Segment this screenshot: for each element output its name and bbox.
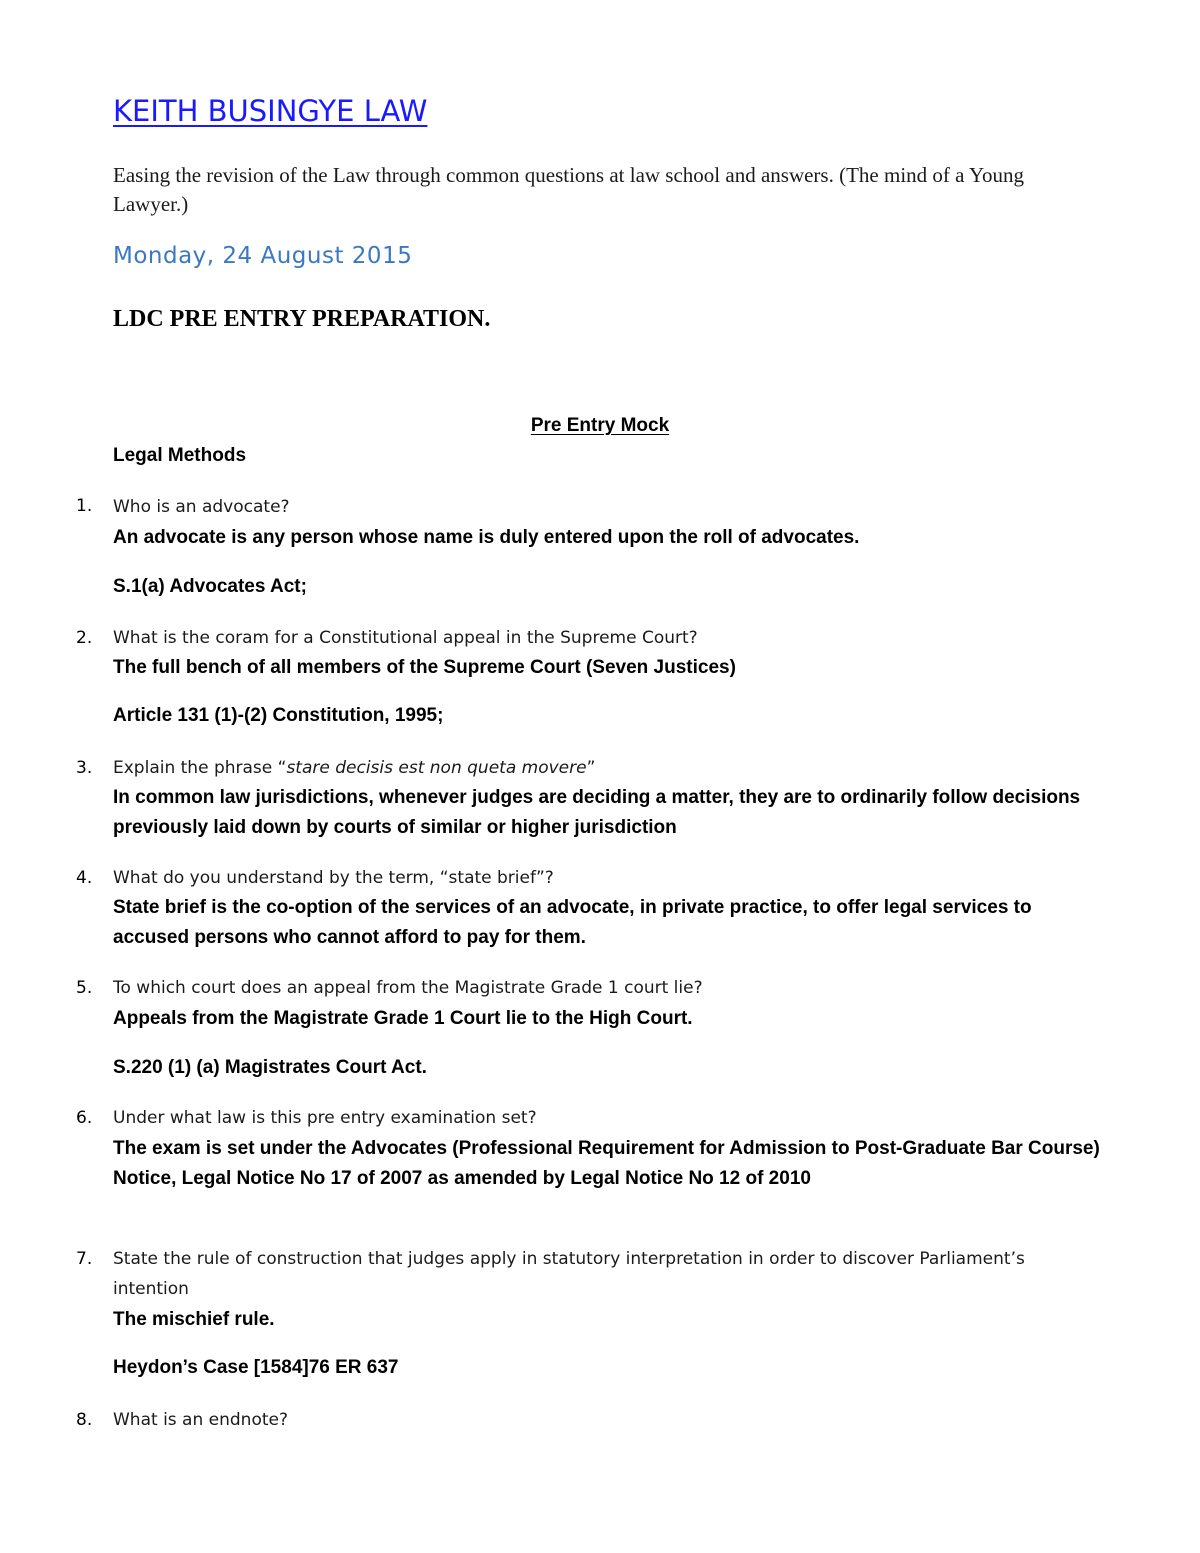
reference-text: S.220 (1) (a) Magistrates Court Act. [113,1057,427,1078]
question-number: 8. [76,1410,93,1430]
question-text: State the rule of construction that judges apply in statutory interpretation in order to discover Parliament’s intention [113,1249,1025,1299]
blog-tagline: Easing the revision of the Law through common questions at law school and answers. (The mind of a Young Lawyer.) [113,163,1025,216]
answer-text: The mischief rule. [113,1309,275,1330]
question-number: 2. [76,628,93,648]
post-title: LDC PRE ENTRY PREPARATION. [113,306,491,332]
question-number: 6. [76,1108,93,1128]
question-text: To which court does an appeal from the Magistrate Grade 1 court lie? [113,978,703,998]
question-number: 3. [76,758,93,778]
question-text: What is an endnote? [113,1410,288,1430]
section-title: Pre Entry Mock [530,415,670,436]
post-date: Monday, 24 August 2015 [113,243,413,269]
subject-heading: Legal Methods [113,445,247,466]
question-text: What is the coram for a Constitutional appeal in the Supreme Court? [113,628,698,648]
reference-text: Heydon’s Case [1584]76 ER 637 [113,1357,399,1378]
question-number: 7. [76,1249,93,1269]
question-text: Under what law is this pre entry examination set? [113,1108,537,1128]
question-number: 1. [76,496,93,516]
question-number: 5. [76,978,93,998]
answer-text: State brief is the co-option of the services of an advocate, in private practice, to offer legal services to accused persons who cannot afford to pay for them. [113,897,1032,948]
question-text-prefix: Explain the phrase “ [113,758,287,778]
answer-text: The full bench of all members of the Supreme Court (Seven Justices) [113,657,736,678]
latin-phrase: stare decisis est non queta movere [286,758,587,778]
question-text [113,753,1103,783]
question-number: 4. [76,868,93,888]
question-text-suffix: ” [586,758,596,778]
reference-text: Article 131 (1)-(2) Constitution, 1995; [113,705,444,726]
answer-text: An advocate is any person whose name is duly entered upon the roll of advocates. [113,527,860,548]
reference-text: S.1(a) Advocates Act; [113,576,307,597]
question-text: Who is an advocate? [113,497,290,517]
question-text: What do you understand by the term, “state brief”? [113,868,554,888]
blog-title-link[interactable]: KEITH BUSINGYE LAW [113,94,428,128]
answer-text: In common law jurisdictions, whenever judges are deciding a matter, they are to ordinarily follow decisions previously laid down by courts of similar or higher jurisdiction [113,787,1081,838]
answer-text: The exam is set under the Advocates (Professional Requirement for Admission to Post-Graduate Bar Course) Notice, Legal Notice No 17 of 2007 as amended by Legal Notice No 12 of 2010 [113,1138,1100,1189]
answer-text: Appeals from the Magistrate Grade 1 Court lie to the High Court. [113,1008,693,1029]
